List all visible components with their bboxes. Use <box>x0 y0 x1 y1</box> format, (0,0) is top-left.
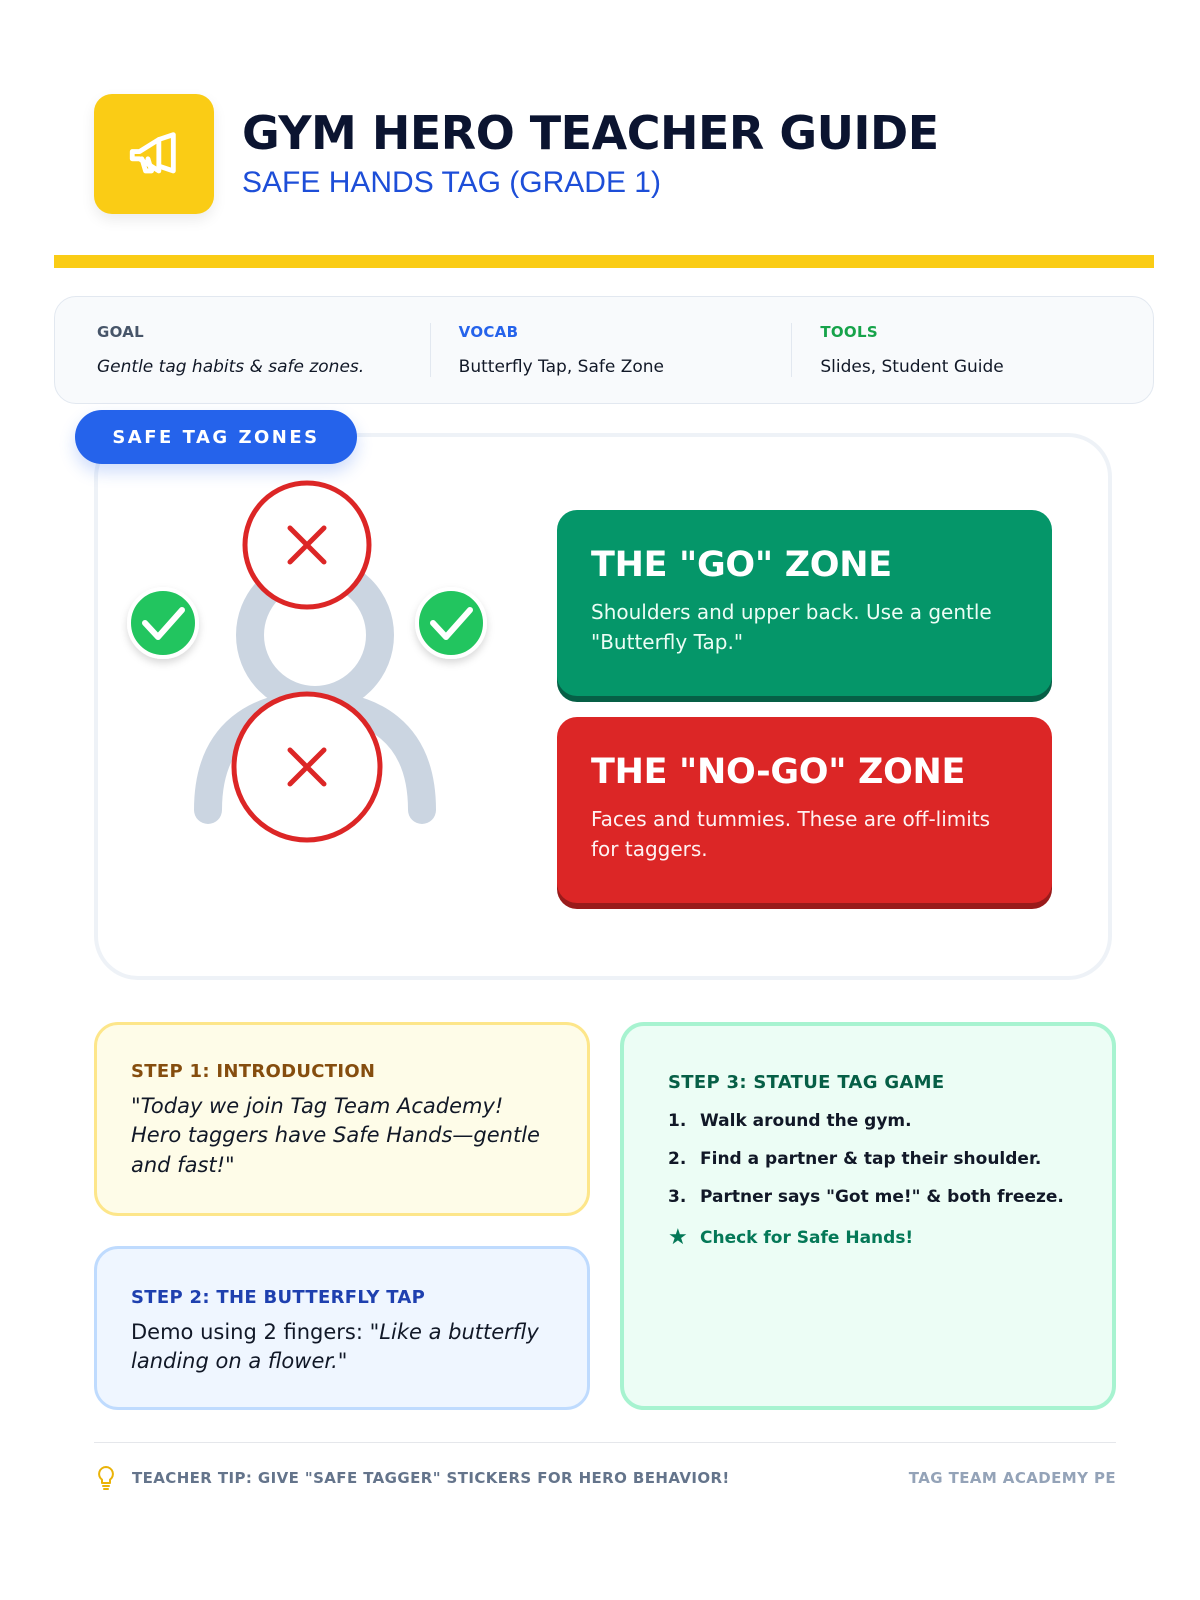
safe-hands-check-text: Check for Safe Hands! <box>700 1227 914 1248</box>
no-go-zone-title: THE "NO-GO" ZONE <box>591 752 966 792</box>
info-vocab-label: VOCAB <box>458 323 519 341</box>
info-tools-value: Slides, Student Guide <box>820 357 1004 377</box>
logo-badge <box>94 94 214 214</box>
footer <box>94 1464 1116 1492</box>
left-shoulder-check-icon <box>129 589 197 657</box>
step-1-card <box>94 1022 590 1216</box>
list-item-number: 1. <box>668 1111 687 1131</box>
megaphone-icon <box>125 125 183 183</box>
teacher-tip <box>94 1464 730 1492</box>
teacher-tip-text: TEACHER TIP: GIVE "SAFE TAGGER" STICKERS FOR HERO BEHAVIOR! <box>132 1469 730 1487</box>
go-zone-title: THE "GO" ZONE <box>591 545 892 585</box>
safe-hands-check <box>668 1225 1066 1250</box>
go-zone-desc: Shoulders and upper back. Use a gentle "Butterfly Tap." <box>591 599 992 654</box>
list-item-text: Partner says "Got me!" & both freeze. <box>700 1187 1064 1207</box>
right-shoulder-check-icon <box>417 589 485 657</box>
safe-zones-pill-label: SAFE TAG ZONES <box>112 426 320 448</box>
step-1-title: STEP 1: INTRODUCTION <box>131 1061 376 1082</box>
footer-divider <box>94 1442 1116 1443</box>
header <box>94 94 939 214</box>
no-go-zone-card <box>557 717 1052 903</box>
head-no-go-icon <box>245 483 369 607</box>
step-2-title: STEP 2: THE BUTTERFLY TAP <box>131 1287 426 1308</box>
tummy-no-go-icon <box>234 694 380 840</box>
info-vocab-value: Butterfly Tap, Safe Zone <box>458 357 664 377</box>
step-2-text-quote: "Like a butterfly landing on a flower." <box>131 1320 539 1374</box>
no-go-zone-desc: Faces and tummies. These are off-limits for taggers. <box>591 806 991 861</box>
info-goal-label: GOAL <box>97 323 145 341</box>
step-1-text: "Today we join Tag Team Academy! Hero taggers have Safe Hands—gentle and fast!" <box>131 1094 540 1177</box>
list-item-text: Walk around the gym. <box>700 1111 912 1131</box>
go-zone-card <box>557 510 1052 696</box>
lightbulb-icon <box>94 1464 118 1492</box>
list-item <box>668 1111 1066 1131</box>
step-2-text <box>131 1318 553 1377</box>
info-goal-value: Gentle tag habits & safe zones. <box>97 357 365 377</box>
step-3-card <box>620 1022 1116 1410</box>
list-item <box>668 1149 1066 1169</box>
list-item-number: 2. <box>668 1149 687 1169</box>
brand-label: TAG TEAM ACADEMY PE <box>908 1469 1116 1487</box>
info-vocab <box>430 323 792 377</box>
body-zone-figure <box>120 480 520 880</box>
step-3-title: STEP 3: STATUE TAG GAME <box>668 1072 945 1093</box>
page-subtitle: SAFE HANDS TAG (GRADE 1) <box>242 166 661 200</box>
list-item-text: Find a partner & tap their shoulder. <box>700 1149 1042 1169</box>
star-icon: ★ <box>668 1225 688 1250</box>
header-divider <box>54 255 1154 268</box>
list-item-number: 3. <box>668 1187 687 1207</box>
page-title: GYM HERO TEACHER GUIDE <box>242 105 939 160</box>
info-tools <box>791 323 1153 377</box>
info-tools-label: TOOLS <box>820 323 878 341</box>
step-2-card <box>94 1246 590 1410</box>
step-3-list <box>668 1111 1066 1207</box>
safe-zones-pill <box>75 410 357 464</box>
info-bar <box>54 296 1154 404</box>
info-goal <box>55 323 430 377</box>
step-2-text-plain: Demo using 2 fingers: <box>131 1320 370 1344</box>
list-item <box>668 1187 1066 1207</box>
